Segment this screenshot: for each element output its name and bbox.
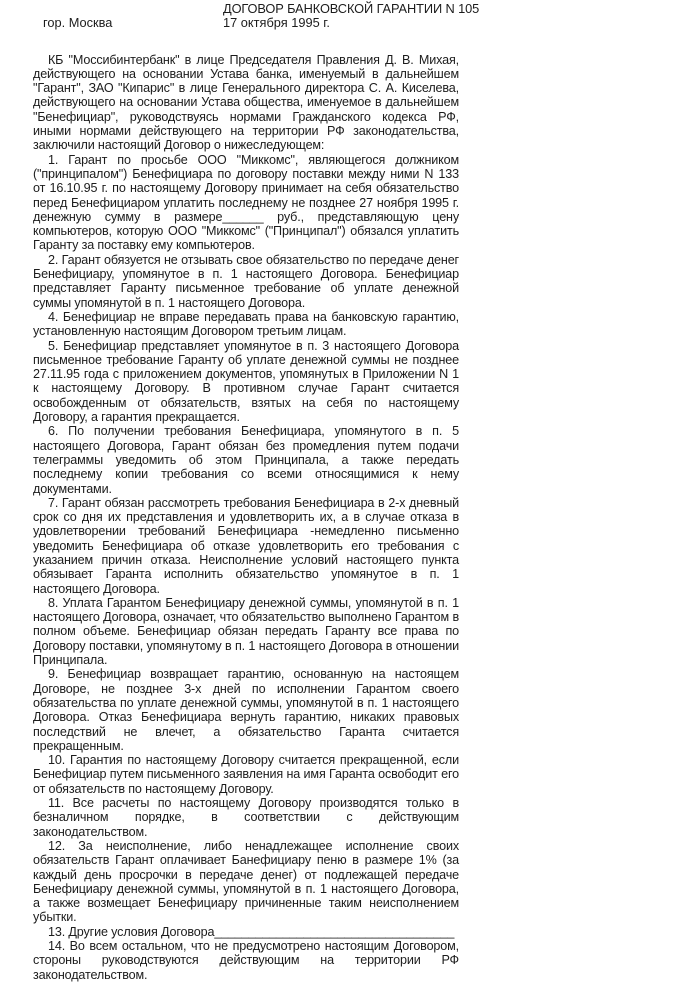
contract-clause: 14. Во всем остальном, что не предусмотрено настоящим Договором, стороны руководствуются действующим на территории РФ законодательством.	[33, 939, 459, 982]
contract-clause: 5. Бенефициар представляет упомянутое в п. 3 настоящего Договора письменное требование Гаранту об уплате денежной суммы не позднее 27.11.95 года с приложением документов, упомянутых в Приложении N 1 к настоящему Договору. В противном случае Гарант считается освобожденным от обязательств, взятых на себя по настоящему Договору, а гарантия прекращается.	[33, 338, 459, 425]
document-body	[33, 53, 459, 982]
contract-clause: 6. По получении требования Бенефициара, упомянутого в п. 5 настоящего Договора, Гарант обязан без промедления путем подачи телеграммы уведомить об этом Принципала, а также передать последнему копии требования со всеми относящимися к нему документами.	[33, 424, 459, 496]
place-date-line	[33, 16, 459, 30]
document-title: ДОГОВОР БАНКОВСКОЙ ГАРАНТИИ N 105	[223, 1, 480, 16]
contract-clause: 4. Бенефициар не вправе передавать права на банковскую гарантию, установленную настоящим Договором третьим лицам.	[33, 309, 459, 339]
contract-clause: 2. Гарант обязуется не отзывать свое обязательство по передаче денег Бенефициару, упомянутое в п. 1 настоящего Договора. Бенефициар представляет Гаранту письменное требование об уплате денежной суммы упомянутой в п. 1 настоящего Договора.	[33, 252, 459, 310]
contract-clause: 8. Уплата Гарантом Бенефициару денежной суммы, упомянутой в п. 1 настоящего Договора, означает, что обязательство выполнено Гарантом в полном объеме. Бенефициар обязан передать Гаранту все права по Договору поставки, упомянутому в п. 1 настоящего Договора в отношении Принципала.	[33, 595, 459, 668]
contract-clause: 11. Все расчеты по настоящему Договору производятся только в безналичном порядке, в соответствии с действующим законодательством.	[33, 796, 459, 839]
document-date: 17 октября 1995 г.	[223, 15, 330, 31]
contract-clause: 12. За неисполнение, либо ненадлежащее исполнение своих обязательств Гарант оплачивает Банефициару пеню в размере 1% (за каждый день просрочки в передаче денег) от подлежащей передаче Бенефициару денежной суммы, упомянутой в п. 1 настоящего Договора, а также возмещает Бенефициару причиненные таким неисполнением убытки.	[33, 838, 459, 925]
contract-clause: 13. Другие условия Договора___________________________________	[48, 924, 455, 939]
contract-clause: 10. Гарантия по настоящему Договору считается прекращенной, если Бенефициар путем письменного заявления на имя Гаранта освободит его от обязательств по настоящему Договору.	[33, 753, 459, 796]
contract-preamble: КБ "Моссибинтербанк" в лице Председателя Правления Д. В. Михая, действующего на основании Устава банка, именуемый в дальнейшем "Гарант", ЗАО "Кипарис" в лице Генерального директора С. А. Киселева, действующего на основании Устава общества, именуемое в дальнейшем "Бенефициар", руководствуясь нормами Гражданского кодекса РФ, иными нормами действующего на территории РФ законодательства, заключили настоящий Договор о нижеследующем:	[33, 52, 459, 153]
contract-clause: 1. Гарант по просьбе ООО "Миккомс", являющегося должником ("принципалом") Бенефициара по договору поставки между ними N 133 от 16.10.95 г. по настоящему Договору принимает на себя обязательство перед Бенефициаром уплатить последнему не позднее 27 ноября 1995 г. денежную сумму в размере______ руб., представляющую цену компьютеров, которую ООО "Миккомс" ("Принципал") обязался уплатить Гаранту за поставку ему компьютеров.	[33, 152, 459, 253]
contract-clause: 7. Гарант обязан рассмотреть требования Бенефициара в 2-х дневный срок со дня их представления и удовлетворить их, а в случае отказа в удовлетворении требований Бенефициара -немедленно письменно уведомить Бенефициара об отказе удовлетворить его требования с указанием причин отказа. Неисполнение условий настоящего пункта обязывает Гаранта исполнить обязательство упомянутое в п. 1 настоящего Договора.	[33, 495, 459, 596]
contract-clause: 9. Бенефициар возвращает гарантию, основанную на настоящем Договоре, не позднее 3-х дней по исполнении Гарантом своего обязательства по уплате денежной суммы, упомянутой в п. 1 настоящего Договора. Отказ Бенефициара вернуть гарантию, никаких правовых последствий не влечет, а обязательство Гаранта считается прекращенным.	[33, 667, 459, 753]
document-city: гор. Москва	[43, 15, 113, 31]
document-text-column	[33, 1, 480, 982]
